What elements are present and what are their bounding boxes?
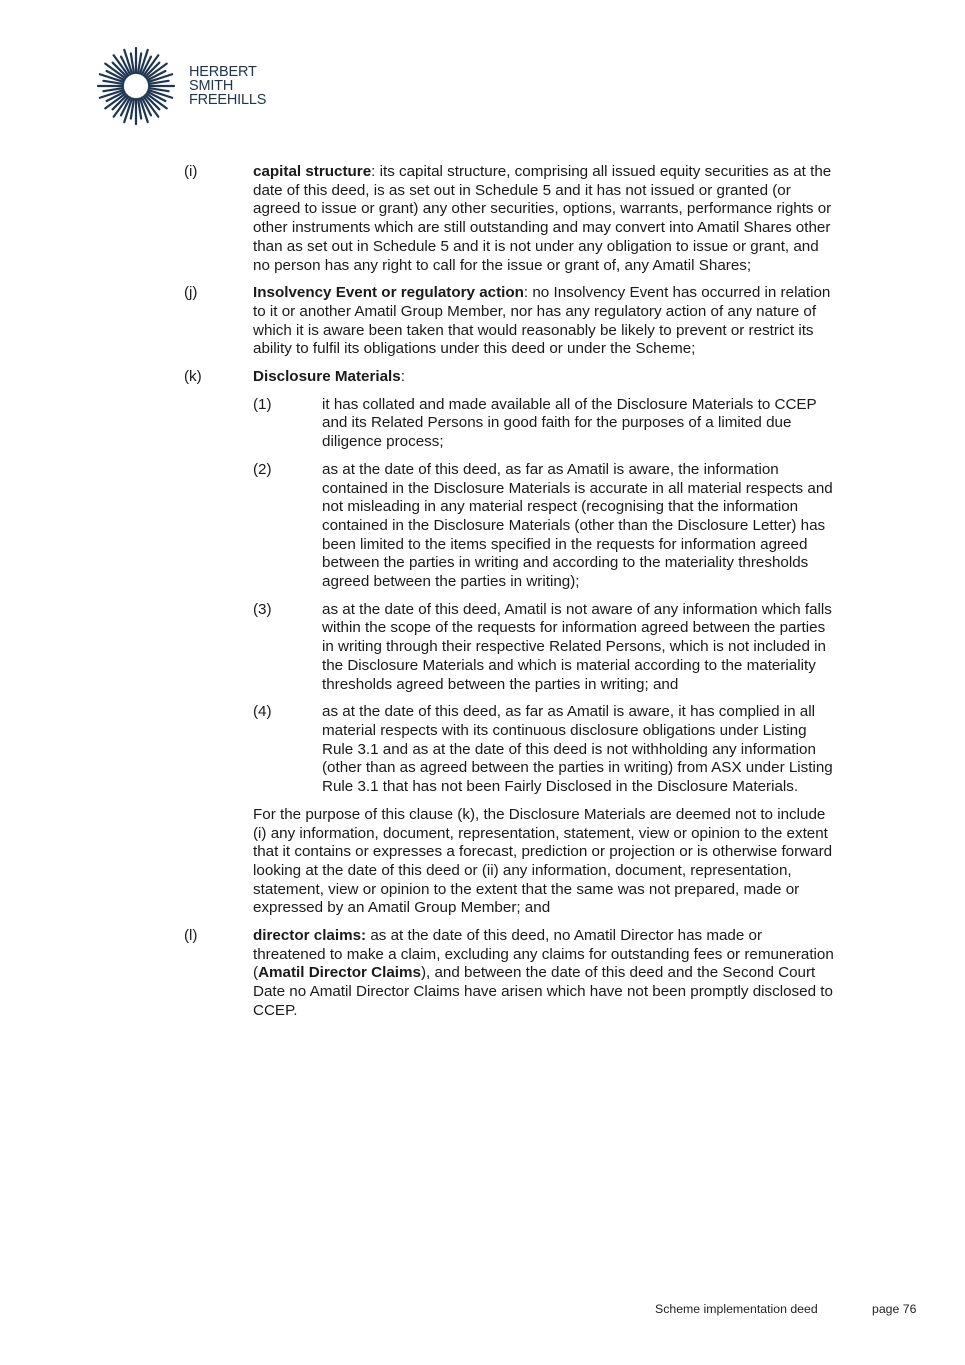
subclause-number: (1) (253, 395, 272, 413)
subclause-number: (3) (253, 600, 272, 618)
clause-text: : (400, 368, 405, 386)
subclause-1 (253, 396, 834, 452)
subclause-text: as at the date of this deed, as far as Amatil is aware, it has complied in all material respects with its continuous disclosure obligations under Listing Rule 3.1 and as at the date of this deed is not withholding any information (other than as agreed between the parties in writing) from ASX under Listing Rule 3.1 that has not been Fairly Disclosed in the Disclosure Materials. (322, 703, 833, 796)
clause-heading: director claims: (253, 927, 367, 945)
clause-number: (i) (184, 163, 198, 180)
clause-j (184, 284, 834, 359)
defined-term: Amatil Director Claims (258, 964, 421, 982)
subclause-text: it has collated and made available all of the Disclosure Materials to CCEP and its Related Persons in good faith for the purposes of a limited due diligence process; (322, 395, 817, 451)
clause-k (184, 368, 834, 918)
firm-name-line-2: SMITH (189, 78, 234, 94)
clause-heading: capital structure (253, 163, 372, 180)
clause-text: : its capital structure, comprising all issued equity securities as at the date of this deed, is as set out in Schedule 5 and it has not issued or granted (or agreed to issue or grant) any other securities, options, warrants, performance rights or other instruments which are still outstanding and may convert into Amatil Shares other than as set out in Schedule 5 and it is not under any obligation to issue or grant, and no person has any right to call for the issue or grant of, any Amatil Shares; (253, 163, 832, 274)
subclause-number: (4) (253, 703, 272, 721)
clause-l (184, 927, 834, 1021)
firm-name-line-1: HERBERT (189, 64, 257, 80)
clause-text: : no Insolvency Event has occurred in relation to it or another Amatil Group Member, nor has any regulatory action of any nature of which it is aware been taken that would reasonably be likely to prevent or restrict its ability to fulfil its obligations under this deed or under the Scheme; (253, 284, 831, 358)
subclause-text: as at the date of this deed, as far as Amatil is aware, the information contained in the Disclosure Materials is accurate in all material respects and not misleading in any material respect (recognising that the information contained in the Disclosure Materials (other than the Disclosure Letter) has been limited to the items specified in the requests for information agreed between the parties in writing and according to the materiality thresholds agreed between the parties in writing); (322, 460, 833, 591)
clause-i (184, 163, 834, 275)
subclause-3 (253, 601, 834, 695)
footer-document-title: Scheme implementation deed (655, 1302, 818, 1316)
clause-number: (j) (184, 284, 198, 302)
document-body (184, 163, 834, 1030)
clause-heading: Disclosure Materials (253, 368, 401, 386)
firm-logo (96, 46, 276, 126)
subclause-number: (2) (253, 460, 272, 478)
footer-page-number: page 76 (872, 1302, 917, 1316)
clause-text: as at the date of this deed, no Amatil Director has made or threatened to make a claim, excluding any claims for outstanding fees or remuneration ( (253, 927, 834, 982)
subclause-text: as at the date of this deed, Amatil is not aware of any information which falls within the scope of the requests for information agreed between the parties in writing through their respective Related Persons, which is not included in the Disclosure Materials and which is material according to the materiality thresholds agreed between the parties in writing; and (322, 600, 832, 693)
clause-number: (k) (184, 368, 202, 386)
subclause-2 (253, 461, 834, 592)
subclause-list (253, 396, 834, 797)
clause-heading: Insolvency Event or regulatory action (253, 284, 524, 302)
firm-name-line-3: FREEHILLS (189, 92, 267, 108)
clause-k-paragraph: For the purpose of this clause (k), the Disclosure Materials are deemed not to include (i) any information, document, representation, statement, view or opinion to the extent that it contains or expresses a forecast, prediction or projection or is otherwise forward looking at the date of this deed or (ii) any information, document, representation, statement, view or opinion to the extent that the same was not prepared, made or expressed by an Amatil Group Member; and (253, 805, 833, 917)
subclause-4 (253, 703, 834, 797)
clause-text: ), and between the date of this deed and the Second Court Date no Amatil Director Claims have arisen which have not been promptly disclosed to CCEP. (253, 964, 833, 1019)
clause-number: (l) (184, 927, 198, 945)
sunburst-logo-icon (96, 46, 176, 126)
firm-name (189, 65, 266, 107)
